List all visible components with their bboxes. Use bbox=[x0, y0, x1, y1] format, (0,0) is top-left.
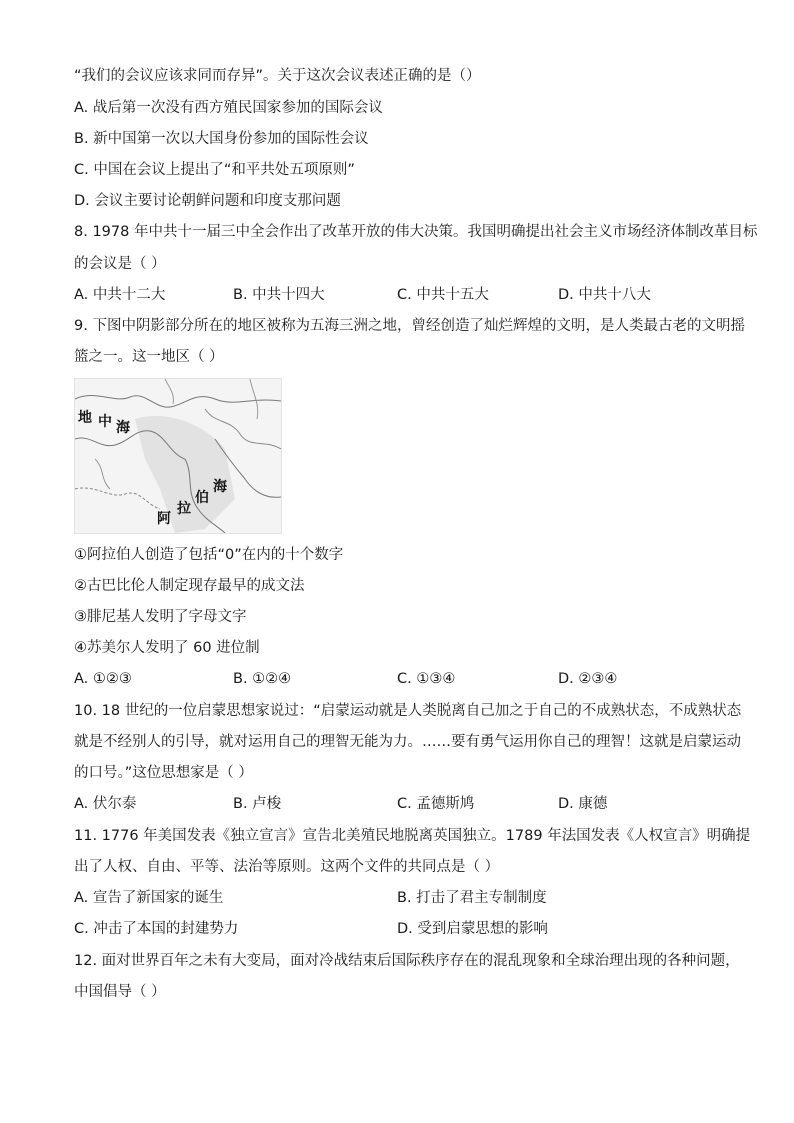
q11-option-b[interactable]: B. 打击了君主专制制度 bbox=[397, 890, 547, 906]
q10-stem-line3: 的口号。”这位思想家是（ ） bbox=[74, 765, 253, 781]
q8-option-c[interactable]: C. 中共十五大 bbox=[397, 287, 489, 303]
q9-statement-2: ②古巴比伦人制定现存最早的成文法 bbox=[74, 578, 305, 594]
q11-option-c[interactable]: C. 冲击了本国的封建势力 bbox=[74, 921, 239, 937]
q7-option-d[interactable]: D. 会议主要讨论朝鲜问题和印度支那问题 bbox=[74, 193, 341, 209]
map-label-mediterranean-3: 海 bbox=[116, 420, 130, 436]
q11-stem-line2: 出了人权、自由、平等、法治等原则。这两个文件的共同点是（ ） bbox=[74, 859, 500, 875]
q8-option-b[interactable]: B. 中共十四大 bbox=[233, 287, 325, 303]
q8-stem-line2: 的会议是（ ） bbox=[74, 256, 166, 272]
map-label-arabian-2: 伯 bbox=[195, 490, 209, 506]
q11-option-a[interactable]: A. 宣告了新国家的诞生 bbox=[74, 890, 224, 906]
q9-option-a[interactable]: A. ①②③ bbox=[74, 671, 132, 687]
q10-option-c[interactable]: C. 孟德斯鸠 bbox=[397, 796, 475, 812]
q8-option-d[interactable]: D. 中共十八大 bbox=[558, 287, 651, 303]
q10-option-a[interactable]: A. 伏尔泰 bbox=[74, 796, 137, 812]
q11-option-d[interactable]: D. 受到启蒙思想的影响 bbox=[397, 921, 548, 937]
q10-option-b[interactable]: B. 卢梭 bbox=[233, 796, 282, 812]
q12-stem-line1: 12. 面对世界百年之未有大变局，面对冷战结束后国际秩序存在的混乱现象和全球治理出现的各种问题， bbox=[74, 953, 740, 969]
map-label-arabian-4: 阿 bbox=[157, 511, 171, 527]
q9-option-c[interactable]: C. ①③④ bbox=[397, 671, 456, 687]
q7-option-b[interactable]: B. 新中国第一次以大国身份参加的国际性会议 bbox=[74, 131, 369, 147]
q9-statement-1: ①阿拉伯人创造了包括“0”在内的十个数字 bbox=[74, 547, 344, 563]
q7-option-a[interactable]: A. 战后第一次没有西方殖民国家参加的国际会议 bbox=[74, 100, 383, 116]
q10-stem-line2: 就是不经别人的引导，就对运用自己的理智无能为力。……要有勇气运用你自己的理智！这就是启蒙运动 bbox=[74, 734, 741, 750]
map-label-arabian-3: 拉 bbox=[177, 501, 191, 517]
q11-stem-line1: 11. 1776 年美国发表《独立宣言》宣告北美殖民地脱离英国独立。1789 年法国发表《人权宣言》明确提 bbox=[74, 828, 751, 844]
q9-option-b[interactable]: B. ①②④ bbox=[233, 671, 292, 687]
map-label-arabian-1: 海 bbox=[213, 479, 227, 495]
q9-stem-line1: 9. 下图中阴影部分所在的地区被称为五海三洲之地，曾经创造了灿烂辉煌的文明，是人类最古老的文明摇 bbox=[74, 318, 745, 334]
map-label-mediterranean-2: 中 bbox=[98, 414, 112, 430]
q8-stem-line1: 8. 1978 年中共十一届三中全会作出了改革开放的伟大决策。我国明确提出社会主义市场经济体制改革目标 bbox=[74, 224, 758, 240]
q12-stem-line2: 中国倡导（ ） bbox=[74, 984, 166, 1000]
q7-option-c[interactable]: C. 中国在会议上提出了“和平共处五项原则” bbox=[74, 162, 355, 178]
q9-map-figure bbox=[74, 378, 282, 534]
q10-option-d[interactable]: D. 康德 bbox=[558, 796, 608, 812]
q10-stem-line1: 10. 18 世纪的一位启蒙思想家说过：“启蒙运动就是人类脱离自己加之于自己的不成熟状态，不成熟状态 bbox=[74, 703, 742, 719]
q9-statement-3: ③腓尼基人发明了字母文字 bbox=[74, 609, 247, 625]
q8-option-a[interactable]: A. 中共十二大 bbox=[74, 287, 166, 303]
q9-statement-4: ④苏美尔人发明了 60 进位制 bbox=[74, 640, 260, 656]
q9-option-d[interactable]: D. ②③④ bbox=[558, 671, 618, 687]
q7-stem: “我们的会议应该求同而存异”。关于这次会议表述正确的是（） bbox=[74, 68, 481, 84]
map-label-mediterranean-1: 地 bbox=[78, 410, 92, 426]
q9-stem-line2: 篮之一。这一地区（ ） bbox=[74, 349, 224, 365]
